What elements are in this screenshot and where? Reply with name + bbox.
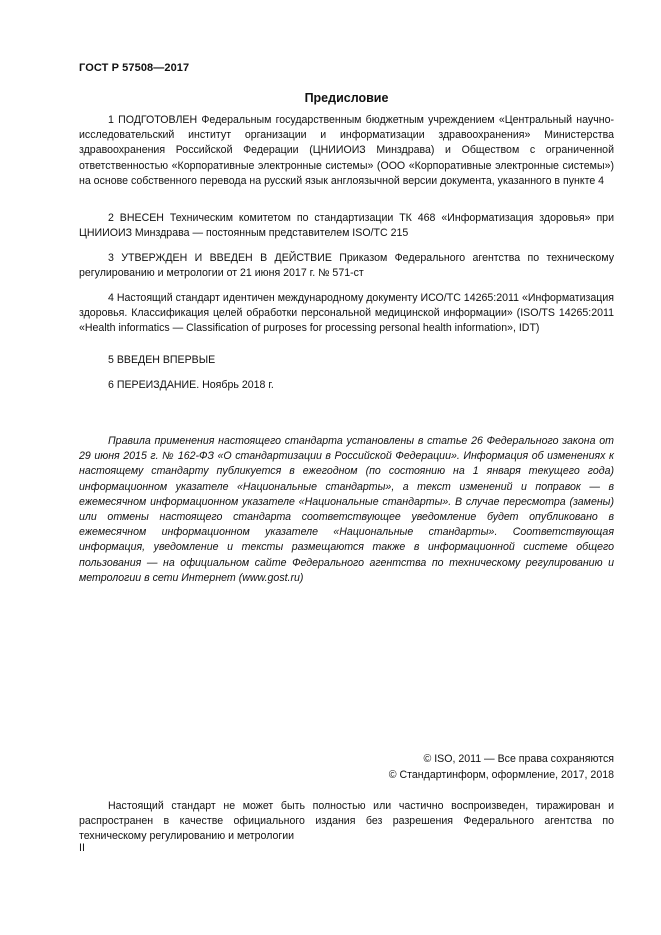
foreword-item-3: 3 УТВЕРЖДЕН И ВВЕДЕН В ДЕЙСТВИЕ Приказом Федерального агентства по техническому регулированию и метрологии от 21 июня 2017 г. № 571-ст: [79, 252, 614, 280]
page-title: Предисловие: [304, 91, 389, 105]
standard-code: ГОСТ Р 57508—2017: [79, 62, 190, 74]
foreword-item-5: 5 ВВЕДЕН ВПЕРВЫЕ: [108, 354, 216, 366]
copyright-standartinform: © Стандартинформ, оформление, 2017, 2018: [388, 769, 614, 781]
foreword-item-4: 4 Настоящий стандарт идентичен международному документу ИСО/ТС 14265:2011 «Информатизация здоровья. Классификация целей обработки персональной медицинской информации» (ISO/TS 14265:2011 «Health informatics — Classification of purposes for processing personal health information», IDT): [79, 292, 614, 335]
foreword-item-2: 2 ВНЕСЕН Техническим комитетом по стандартизации ТК 468 «Информатизация здоровья» при ЦНИИОИЗ Минздрава — постоянным представителем ISO/TC 215: [79, 212, 614, 240]
reproduction-notice: Настоящий стандарт не может быть полностью или частично воспроизведен, тиражирован и распространен в качестве официального издания без разрешения Федерального агентства по техническому регулированию и метрологии: [79, 800, 614, 843]
foreword-item-1: 1 ПОДГОТОВЛЕН Федеральным государственным бюджетным учреждением «Центральный научно-исследовательский институт организации и информатизации здравоохранения» Министерства здравоохранения Российской Федерации (ЦНИИОИЗ Минздрава) и Обществом с ограниченной ответственностью «Корпоративные электронные системы» (ООО «Корпоративные электронные системы») на основе собственного перевода на русский язык англоязычной версии документа, указанного в пункте 4: [79, 114, 614, 187]
rules-note: Правила применения настоящего стандарта установлены в статье 26 Федерального закона от 29 июня 2015 г. № 162-ФЗ «О стандартизации в Российской Федерации». Информация об изменениях к настоящему стандарту публикуется в ежегодном (по состоянию на 1 января текущего года) информационном указателе «Национальные стандарты», а текст изменений и поправок — в ежемесячном информационном указателе «Национальные стандарты». В случае пересмотра (замены) или отмены настоящего стандарта соответствующее уведомление будет опубликовано в ежемесячном информационном указателе «Национальные стандарты». Соответствующая информация, уведомление и тексты размещаются также в информационной системе общего пользования — на официальном сайте Федерального агентства по техническому регулированию и метрологии в сети Интернет (www.gost.ru): [79, 435, 614, 584]
page-number: II: [79, 842, 85, 854]
foreword-item-6: 6 ПЕРЕИЗДАНИЕ. Ноябрь 2018 г.: [108, 379, 274, 391]
copyright-iso: © ISO, 2011 — Все права сохраняются: [423, 753, 614, 765]
